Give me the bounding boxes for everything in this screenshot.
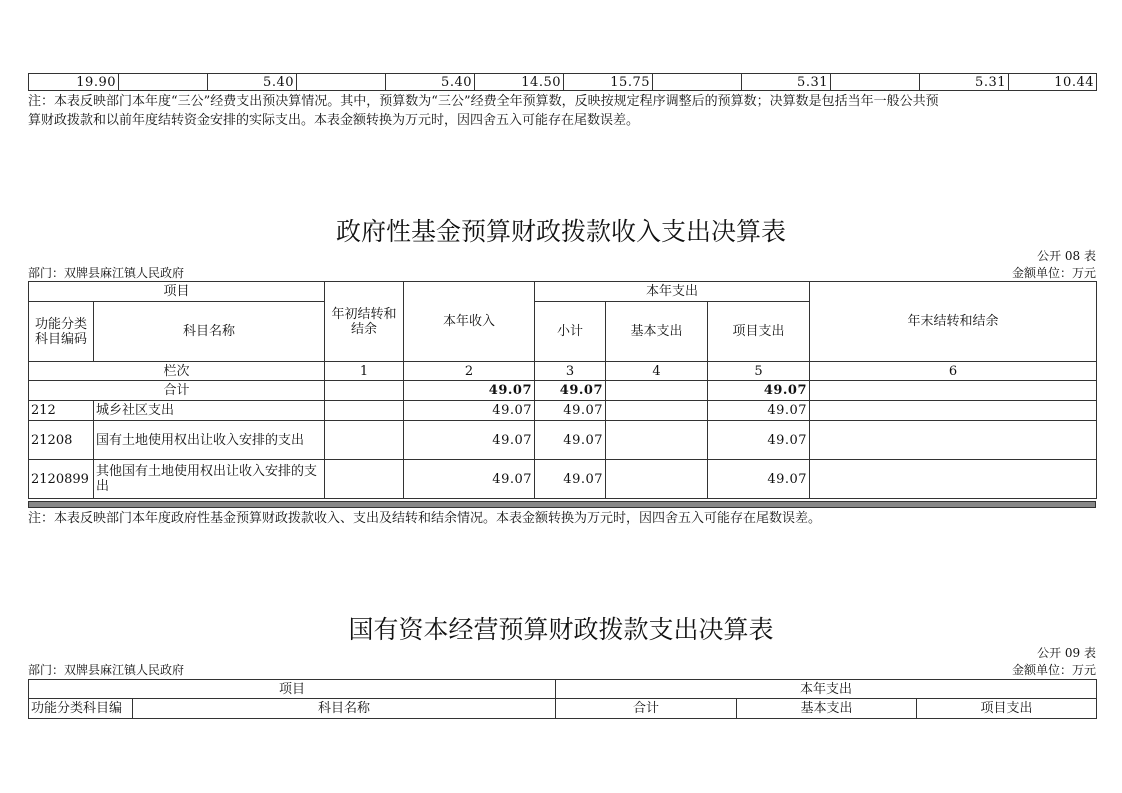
header-basic: 基本支出 xyxy=(606,302,708,362)
header-expense: 本年支出 xyxy=(535,282,810,302)
cell: 5.31 xyxy=(920,74,1009,91)
total-subtotal: 49.07 xyxy=(535,381,606,401)
cell: 19.90 xyxy=(29,74,119,91)
row-project-exp: 49.07 xyxy=(708,401,810,421)
row-code: 2120899 xyxy=(29,460,94,499)
cell: 10.44 xyxy=(1009,74,1097,91)
cell xyxy=(653,74,742,91)
header-subtotal: 小计 xyxy=(535,302,606,362)
table09-code: 公开 09 表 xyxy=(1037,646,1096,660)
row-code: 21208 xyxy=(29,421,94,460)
table-row xyxy=(29,401,1097,421)
cell xyxy=(810,401,1097,421)
header-income: 本年收入 xyxy=(404,282,535,362)
table08-unit: 金额单位：万元 xyxy=(1011,266,1096,280)
header-end-balance: 年末结转和结余 xyxy=(810,282,1097,362)
row-name: 城乡社区支出 xyxy=(94,401,325,421)
row-project-exp: 49.07 xyxy=(708,460,810,499)
table09-unit: 金额单位：万元 xyxy=(1011,663,1096,677)
col-label: 栏次 xyxy=(29,362,325,381)
table-bottom-border xyxy=(28,501,1096,508)
cell xyxy=(810,381,1097,401)
table08-code: 公开 08 表 xyxy=(1037,249,1096,263)
row-name: 国有土地使用权出让收入安排的支出 xyxy=(94,421,325,460)
row-income: 49.07 xyxy=(404,421,535,460)
header-func-code: 功能分类科目编码 xyxy=(29,302,94,362)
cell: 5.40 xyxy=(208,74,297,91)
header-subject-name: 科目名称 xyxy=(133,699,556,719)
header-project-exp: 项目支出 xyxy=(708,302,810,362)
header-basic: 基本支出 xyxy=(737,699,917,719)
cell xyxy=(119,74,208,91)
row-project-exp: 49.07 xyxy=(708,421,810,460)
row-subtotal: 49.07 xyxy=(535,460,606,499)
col-num: 6 xyxy=(810,362,1097,381)
col-num: 5 xyxy=(708,362,810,381)
cell xyxy=(325,381,404,401)
table09 xyxy=(28,679,1097,719)
cell xyxy=(325,421,404,460)
header-project: 项目 xyxy=(29,282,325,302)
col-num: 4 xyxy=(606,362,708,381)
cell xyxy=(606,381,708,401)
table08-note: 注：本表反映部门本年度政府性基金预算财政拨款收入、支出及结转和结余情况。本表金额转换为万元时，因四舍五入可能存在尾数误差。 xyxy=(28,511,822,526)
col-num: 2 xyxy=(404,362,535,381)
col-num: 1 xyxy=(325,362,404,381)
row-income: 49.07 xyxy=(404,460,535,499)
row-subtotal: 49.07 xyxy=(535,401,606,421)
note-three-public xyxy=(28,92,1108,130)
cell: 15.75 xyxy=(564,74,653,91)
note-line: 注：本表反映部门本年度“三公”经费支出预决算情况。其中，预算数为“三公”经费全年预算数，反映按规定程序调整后的预算数；决算数是包括当年一般公共预 xyxy=(28,94,939,109)
total-income: 49.07 xyxy=(404,381,535,401)
row-income: 49.07 xyxy=(404,401,535,421)
table09-title: 国有资本经营预算财政拨款支出决算表 xyxy=(348,615,774,644)
cell xyxy=(606,401,708,421)
top-row-table xyxy=(28,73,1097,91)
header-subject-name: 科目名称 xyxy=(94,302,325,362)
header-project-exp: 项目支出 xyxy=(917,699,1097,719)
header-project: 项目 xyxy=(29,680,556,699)
header-func-code: 功能分类科目编 xyxy=(29,699,133,719)
table-row xyxy=(29,74,1097,91)
row-subtotal: 49.07 xyxy=(535,421,606,460)
note-line: 算财政拨款和以前年度结转资金安排的实际支出。本表金额转换为万元时，因四舍五入可能存在尾数误差。 xyxy=(28,113,640,128)
row-code: 212 xyxy=(29,401,94,421)
header-begin-balance: 年初结转和结余 xyxy=(325,282,404,362)
cell xyxy=(325,460,404,499)
row-name: 其他国有土地使用权出让收入安排的支出 xyxy=(94,460,325,499)
cell xyxy=(325,401,404,421)
header-expense: 本年支出 xyxy=(556,680,1097,699)
table-row-total xyxy=(29,381,1097,401)
cell xyxy=(810,421,1097,460)
table-row xyxy=(29,460,1097,499)
table08-dept: 部门：双牌县麻江镇人民政府 xyxy=(28,266,185,280)
cell xyxy=(810,460,1097,499)
cell xyxy=(831,74,920,91)
table-row xyxy=(29,421,1097,460)
table09-dept: 部门：双牌县麻江镇人民政府 xyxy=(28,663,185,677)
header-total: 合计 xyxy=(556,699,737,719)
total-label: 合计 xyxy=(29,381,325,401)
table08-title: 政府性基金预算财政拨款收入支出决算表 xyxy=(335,217,786,246)
cell xyxy=(606,460,708,499)
cell xyxy=(606,421,708,460)
cell: 5.40 xyxy=(386,74,475,91)
total-project-exp: 49.07 xyxy=(708,381,810,401)
cell: 14.50 xyxy=(475,74,564,91)
cell: 5.31 xyxy=(742,74,831,91)
table08 xyxy=(28,281,1097,499)
cell xyxy=(297,74,386,91)
col-num: 3 xyxy=(535,362,606,381)
